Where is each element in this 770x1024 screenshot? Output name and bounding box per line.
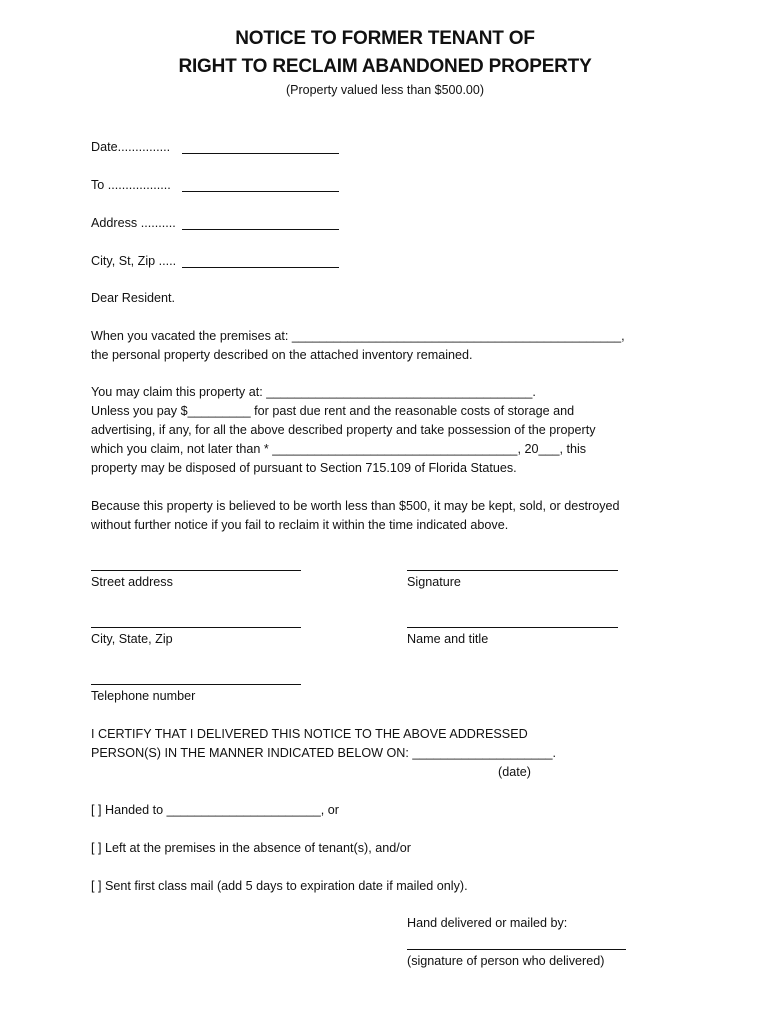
paragraph1-line2: the personal property described on the attached inventory remained. <box>91 348 473 362</box>
name-title-label: Name and title <box>407 632 489 646</box>
paragraph3-line2: without further notice if you fail to reclaim it within the time indicated above. <box>91 518 509 532</box>
delivered-by-label: Hand delivered or mailed by: <box>407 916 568 930</box>
certify-date-label: (date) <box>498 765 531 779</box>
address-field-line[interactable] <box>182 229 339 230</box>
document-subtitle: (Property valued less than $500.00) <box>285 83 485 97</box>
name-title-line[interactable] <box>407 627 618 628</box>
city-state-zip-line[interactable] <box>91 627 301 628</box>
delivered-signature-line[interactable] <box>407 949 626 950</box>
signature-label: Signature <box>407 575 461 589</box>
paragraph1-line1: When you vacated the premises at: _______________________________________________, <box>91 329 625 343</box>
document-title-line2: RIGHT TO RECLAIM ABANDONED PROPERTY <box>178 56 592 77</box>
street-address-label: Street address <box>91 575 173 589</box>
telephone-line[interactable] <box>91 684 301 685</box>
paragraph2-line5: property may be disposed of pursuant to Section 715.109 of Florida Statues. <box>91 461 517 475</box>
handed-to-option[interactable]: [ ] Handed to ______________________, or <box>91 803 339 817</box>
paragraph2-line2: Unless you pay $_________ for past due rent and the reasonable costs of storage and <box>91 404 575 418</box>
paragraph2-line4: which you claim, not later than * ___________________________________, 20___, this <box>91 442 587 456</box>
date-field-line[interactable] <box>182 153 339 154</box>
greeting: Dear Resident. <box>91 291 175 305</box>
to-field-line[interactable] <box>182 191 339 192</box>
telephone-label: Telephone number <box>91 689 196 703</box>
first-class-mail-option[interactable]: [ ] Sent first class mail (add 5 days to expiration date if mailed only). <box>91 879 468 893</box>
city-field-label: City, St, Zip ..... <box>91 254 177 268</box>
signature-line[interactable] <box>407 570 618 571</box>
delivered-signature-label: (signature of person who delivered) <box>407 954 605 968</box>
city-state-zip-label: City, State, Zip <box>91 632 173 646</box>
street-address-line[interactable] <box>91 570 301 571</box>
date-field-label: Date............... <box>91 140 171 154</box>
paragraph2-line3: advertising, if any, for all the above described property and take possession of the property <box>91 423 596 437</box>
city-field-line[interactable] <box>182 267 339 268</box>
to-field-label: To .................. <box>91 178 171 192</box>
certify-line1: I CERTIFY THAT I DELIVERED THIS NOTICE TO THE ABOVE ADDRESSED <box>91 727 528 741</box>
left-at-premises-option[interactable]: [ ] Left at the premises in the absence of tenant(s), and/or <box>91 841 411 855</box>
paragraph3-line1: Because this property is believed to be worth less than $500, it may be kept, sold, or destroyed <box>91 499 620 513</box>
address-field-label: Address .......... <box>91 216 176 230</box>
paragraph2-line1: You may claim this property at: ______________________________________. <box>91 385 536 399</box>
certify-line2: PERSON(S) IN THE MANNER INDICATED BELOW ON: ____________________. <box>91 746 556 760</box>
document-title-line1: NOTICE TO FORMER TENANT OF <box>235 28 535 49</box>
